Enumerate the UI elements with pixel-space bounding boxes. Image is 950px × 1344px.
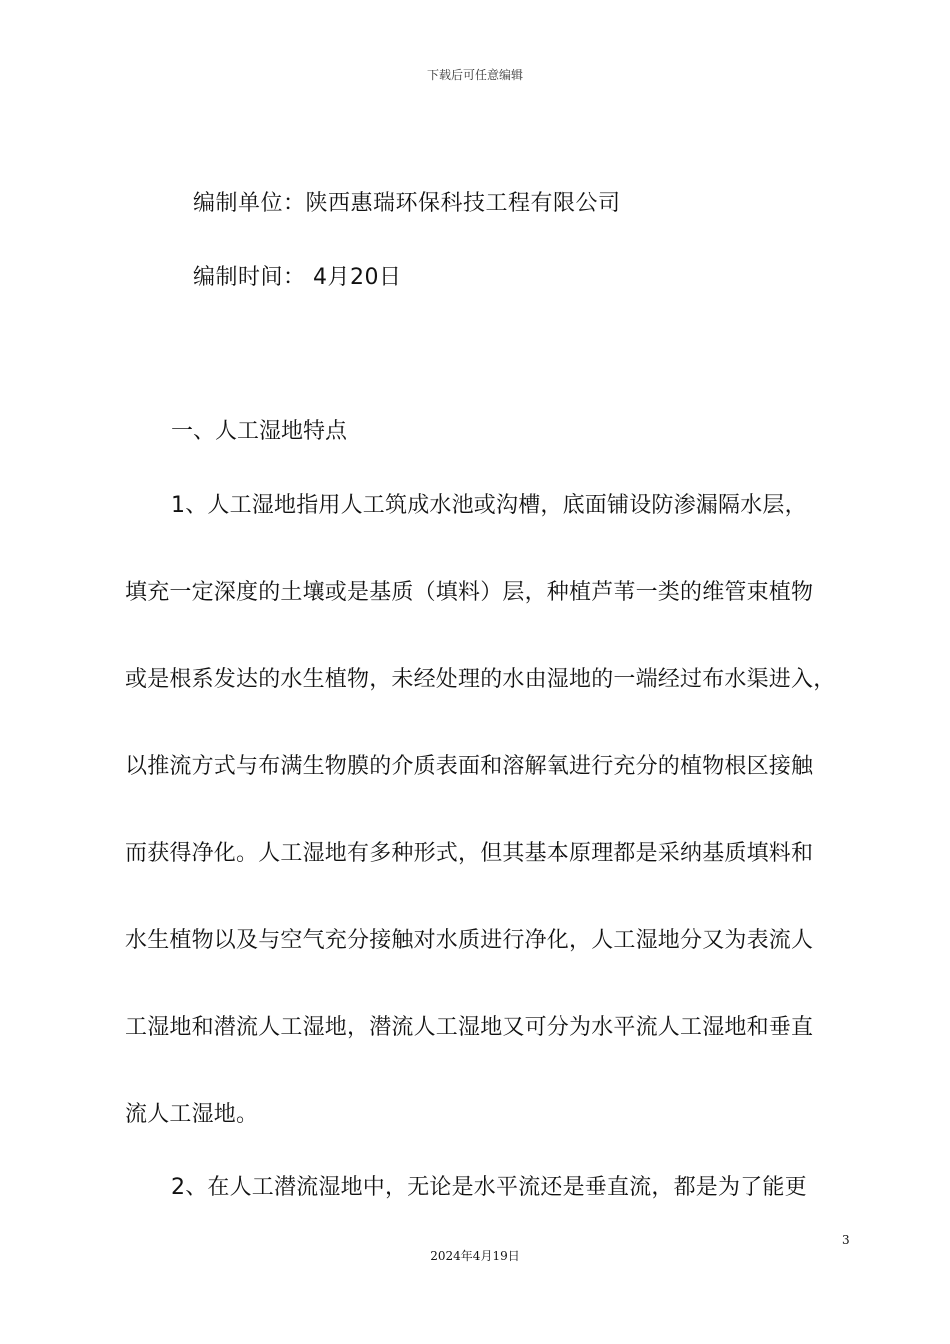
- paragraph-line: 或是根系发达的水生植物，未经处理的水由湿地的一端经过布水渠进入，: [125, 667, 836, 692]
- paragraph-line: 填充一定深度的土壤或是基质（填料）层，种植芦苇一类的维管束植物: [125, 580, 814, 605]
- footer-date: 2024年4月19日: [430, 1249, 520, 1263]
- header-note: 下载后可任意编辑: [426, 68, 523, 82]
- compiling-unit: 编制单位：陕西惠瑞环保科技工程有限公司: [193, 191, 621, 216]
- paragraph-line: 1、人工湿地指用人工筑成水池或沟槽，底面铺设防渗漏隔水层，: [171, 493, 807, 518]
- page-number: 3: [842, 1233, 850, 1247]
- paragraph-line: 2、在人工潜流湿地中，无论是水平流还是垂直流，都是为了能更: [171, 1175, 807, 1200]
- compiling-time: 编制时间： 4月20日: [193, 265, 402, 290]
- paragraph-line: 工湿地和潜流人工湿地，潜流人工湿地又可分为水平流人工湿地和垂直: [125, 1015, 814, 1040]
- paragraph-line: 以推流方式与布满生物膜的介质表面和溶解氧进行充分的植物根区接触: [125, 754, 814, 779]
- section-heading: 一、人工湿地特点: [171, 419, 348, 444]
- paragraph-line: 流人工湿地。: [125, 1102, 259, 1127]
- paragraph-line: 而获得净化。人工湿地有多种形式，但其基本原理都是采纳基质填料和: [125, 841, 814, 866]
- paragraph-line: 水生植物以及与空气充分接触对水质进行净化，人工湿地分又为表流人: [125, 928, 814, 953]
